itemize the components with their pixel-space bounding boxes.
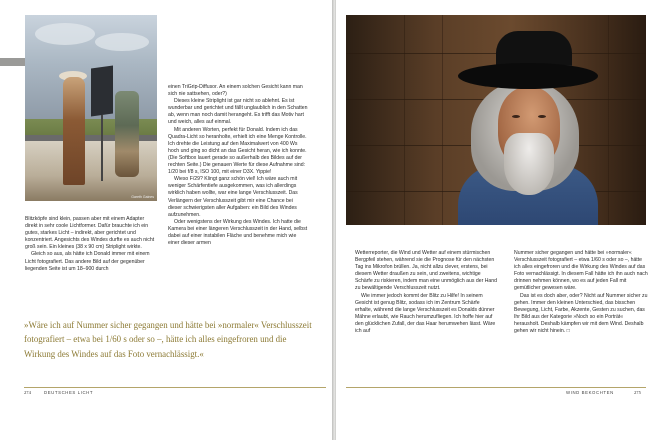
page-number: 275 bbox=[634, 390, 641, 395]
paragraph: Dieses kleine Striplight ist gar nicht so ablehnt. Es ist wunderbar und gerichtet und fällt unglaublich in den Schatten ab, wenn man noch damit herangeht. Es trifft das Motiv hart und weich, alles auf einmal. bbox=[168, 98, 308, 126]
pull-quote: »Wäre ich auf Nummer sicher gegangen und hätte bei »normaler« Verschlusszeit fotografiert – etwa bei 1/60 s oder so –, hätte ich alles eingefroren und die Wirkung des Windes auf das Foto vernachlässigt.« bbox=[24, 320, 312, 359]
portrait-eye bbox=[538, 115, 546, 118]
paragraph: Wieso F/29? Klingt ganz schön viel! Ich wäre auch mit weniger Schärfentiefe ausgekommen, was ich allerdings wirklich haben wollte, war eine lange Verschlusszeit. Das Verlängern der Verschlusszeit gibt mir eine Chance bei dieser schwierigsten aller Aufgaben: ein Bild des Windes aufzunehmen. bbox=[168, 176, 298, 218]
text-column-right-2 bbox=[514, 250, 649, 335]
portrait-hat-brim bbox=[458, 63, 598, 89]
paragraph: Das ist es doch aber, oder? Nicht auf Nummer sicher zu gehen. Immer den kleinen Unterschied, das bisschen Bewegung, Licht, Farbe, Akzente, Gesten zu suchen, das Ihr Bild aus der Kategorie »Noch so ein Porträt« herausholt. Deshalb kämpfen wir mit dem Wind. Deshalb gehen wir nicht hinein. □ bbox=[514, 292, 648, 335]
paragraph: Blitzköpfe sind klein, passen aber mit einem Adapter direkt in sehr coole Lichtformer. Dafür brauchte ich ein gutes, starkes Licht – indirekt, aber gerichtet und konzentriert. Angesichts des Windes durfte es auch nicht groß sein. Ein kleines (38 x 90 cm) Striplight wirkte. bbox=[25, 216, 155, 251]
footer-rule bbox=[24, 387, 326, 388]
footer-rule bbox=[346, 387, 646, 388]
portrait-beard bbox=[504, 133, 554, 195]
accent-rule bbox=[0, 58, 25, 66]
portrait-plank-line bbox=[608, 15, 609, 225]
photo-light-stand bbox=[101, 115, 103, 181]
page-number: 274 bbox=[24, 390, 31, 395]
paragraph: Wetterreporter, die Wind und Wetter auf einem stürmischen Bergpfeil stehen, während sie die Prognose für den nächsten Tag ins Mikrofon brüllen. Ja, nicht allzu clever, erstens, bei diesem Wetter draußen zu sein, und zweitens, wichtige Schärfe zu riskieren, indem man eine unmöglich aus der Hand zu bewältigende Verschlusszeit nutzt. bbox=[355, 250, 498, 292]
portrait-plank-line bbox=[404, 15, 405, 225]
photo-softbox bbox=[91, 65, 113, 116]
running-head: DEUTSCHES LICHT bbox=[44, 390, 94, 395]
text-column-left-1 bbox=[25, 216, 157, 273]
left-page bbox=[0, 0, 332, 440]
paragraph: Mit anderen Worten, perfekt für Donald. Indem ich das Quadra-Licht so heranholte, erhielt ich eine Menge Kontrolle. Ich drehte die Leistung auf den Maximalwert von 400 Ws hoch und ging so dicht an das Gesicht heran, wie ich konnte. (Die Softbox lauert gerade so außerhalb des Bildes auf der rechten Seite.) Die genauen Werte für diese Aufnahme sind: 1/20 bei f/8 s, ISO 100, mit einer D3X. Yippie! bbox=[168, 126, 307, 176]
paragraph: Nummer sicher gegangen und hätte bei »normaler« Verschlusszeit fotografiert – etwa 1/60 s oder so –, hätte ich alles eingefroren und die Wirkung des Windes auf das Foto vernachlässigt. In diesem Fall hätte ich ihn auch nach drinnen nehmen können, wo es auf jeden Fall mit gemütlicher gewesen wäre. bbox=[514, 250, 648, 292]
photo-caption: Gareth Gaines bbox=[131, 195, 154, 199]
paragraph: Oder wenigstens der Wirkung des Windes. Ich hatte die Kamera bei einer längeren Verschlusszeit in der Hand, selbst dabei auf einer instabilen Fläche und benehme mich wie einer dieser armen bbox=[168, 218, 308, 247]
running-head: WIND BEKOCHTEN bbox=[566, 390, 614, 395]
text-column-left-2 bbox=[168, 84, 308, 247]
photo-photographer-with-subject bbox=[25, 15, 157, 201]
paragraph: Wie immer jedoch kommt der Blitz zu Hilfe! In seinem Gesicht ist genug Blitz, sodass ich im Zentrum Schärfe erhalte, während die lange Verschlusszeit es Donalds dünner Mähne erlaubt, wie Rauch herumzufliegen. Ich hoffe hier auf den glücklichen Zufall, der das Haar herumwehen lässt. Wäre ich auf bbox=[355, 292, 496, 335]
photo-photographer bbox=[115, 91, 139, 177]
portrait-eye bbox=[512, 115, 520, 118]
photo-cloud bbox=[35, 23, 95, 45]
photo-cloud bbox=[95, 33, 149, 51]
photo-portrait-man-in-hat bbox=[346, 15, 646, 225]
photo-subject bbox=[63, 77, 85, 185]
text-column-right-1 bbox=[355, 250, 497, 335]
paragraph: einen TriGrip-Diffusor. An einem solchen Gesicht kann man sich nie sattsehen, oder?) bbox=[168, 84, 303, 98]
portrait-plank-line bbox=[442, 15, 443, 225]
paragraph: Gleich so aus, als hätte ich Donald immer mit einem Licht fotografiert. Das andere Bild auf der gegenüber liegenden Seite ist um 18–900 durch bbox=[25, 251, 150, 272]
